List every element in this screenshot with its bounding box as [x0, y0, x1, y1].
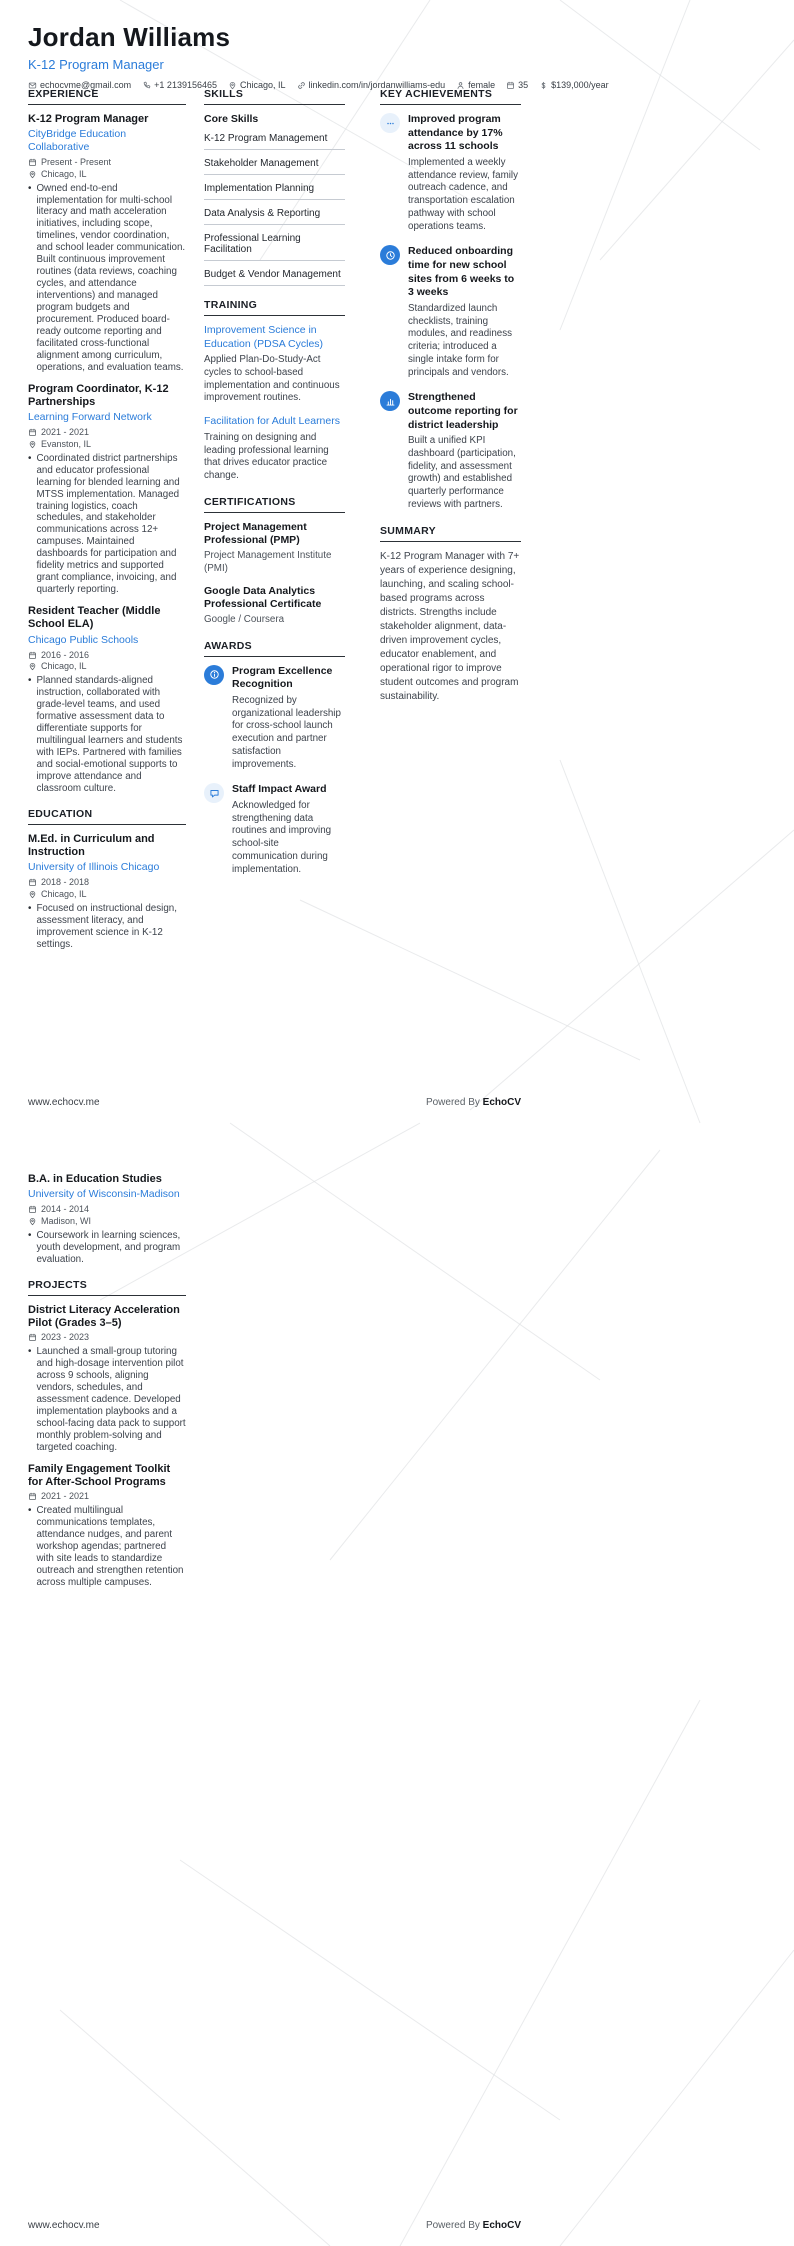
- company-name[interactable]: Chicago Public Schools: [28, 633, 139, 646]
- section-awards: [204, 640, 345, 877]
- section-heading: SKILLS: [204, 88, 345, 105]
- bullet-text: Launched a small-group tutoring and high-dosage intervention pilot across 9 schools, aligning vendors, schedules, and assessment cadence. Developed implementation playbooks and a school-facing data pack to support monthly problem-solving and targeted coaching.: [36, 1346, 186, 1453]
- location-icon: [28, 662, 37, 671]
- award-body: [232, 665, 345, 772]
- section-heading: SUMMARY: [380, 525, 521, 542]
- section-education: [28, 808, 186, 951]
- date-range: [28, 1204, 186, 1215]
- date-range: [28, 427, 186, 438]
- section-experience: [28, 88, 186, 795]
- location-text: Evanston, IL: [41, 439, 92, 449]
- achievement-entry: [380, 245, 521, 379]
- resume-header: [28, 22, 748, 90]
- bullet-item: [28, 1230, 186, 1266]
- date-range: [28, 157, 186, 168]
- training-description: Applied Plan-Do-Study-Act cycles to school-based implementation and continuous improvement routines.: [204, 354, 340, 404]
- section-heading: AWARDS: [204, 640, 345, 657]
- location: [28, 439, 186, 450]
- bullet-text: Created multilingual communications templates, attendance nudges, and parent workshop agendas; partnered with site leads to standardize outreach and strengthen retention across multiple campuses.: [36, 1505, 184, 1588]
- contact-age-text: 35: [518, 80, 529, 90]
- section-key-achievements: [380, 88, 521, 512]
- footer-powered-prefix: Powered By: [425, 1097, 480, 1108]
- page-footer: [28, 1097, 521, 1108]
- award-description: Acknowledged for strengthening data routines and improving school-site communication during implementation.: [232, 799, 332, 875]
- section-heading: EDUCATION: [28, 808, 186, 825]
- date-text: Present - Present: [41, 157, 112, 167]
- degree-title: M.Ed. in Curriculum and Instruction: [28, 832, 155, 859]
- clock-icon: [385, 250, 396, 261]
- section-skills: [204, 88, 345, 286]
- contact-linkedin-text: linkedin.com/in/jordanwilliams-edu: [308, 80, 446, 90]
- footer-site-link[interactable]: www.echocv.me: [28, 1097, 100, 1108]
- section-certifications: [204, 496, 345, 627]
- person-name: Jordan Williams: [28, 22, 231, 52]
- left-column: [28, 88, 186, 964]
- page-footer: [28, 2220, 521, 2231]
- section-heading: EXPERIENCE: [28, 88, 186, 105]
- section-heading: PROJECTS: [28, 1279, 186, 1296]
- achievement-icon-badge: [380, 391, 400, 411]
- footer-powered-prefix: Powered By: [425, 2220, 480, 2231]
- bullet-item: [28, 1505, 186, 1589]
- date-text: 2021 - 2021: [41, 427, 90, 438]
- school-name[interactable]: University of Wisconsin-Madison: [28, 1188, 180, 1201]
- training-entry: [204, 324, 345, 405]
- contact-email-text: echocvme@gmail.com: [40, 80, 132, 90]
- calendar-icon: [28, 878, 37, 887]
- location-icon: [28, 1217, 37, 1226]
- contact-location-text: Chicago, IL: [240, 80, 286, 90]
- location-icon: [28, 170, 37, 179]
- skill-item: Budget & Vendor Management: [204, 269, 345, 286]
- bullet-text: Coursework in learning sciences, youth development, and program evaluation.: [36, 1229, 181, 1265]
- location-icon: [28, 890, 37, 899]
- location: [28, 169, 186, 180]
- person-job-title: K-12 Program Manager: [28, 57, 164, 72]
- location-text: Chicago, IL: [41, 661, 87, 672]
- location-text: Chicago, IL: [41, 889, 87, 900]
- calendar-icon: [28, 158, 37, 167]
- education-entry: [28, 1173, 186, 1266]
- page-2: [0, 1123, 794, 2246]
- achievement-body: [408, 113, 521, 233]
- experience-entry: [28, 113, 186, 374]
- location-icon: [28, 440, 37, 449]
- contact-phone-text: +1 2139156465: [154, 80, 217, 90]
- experience-entry: [28, 383, 186, 596]
- achievement-title: Improved program attendance by 17% across 11 schools: [408, 113, 503, 153]
- contact-gender-text: female: [468, 80, 496, 90]
- training-entry: [204, 415, 345, 483]
- bullet-text: Planned standards-aligned instruction, collaborated with grade-level teams, and used formative assessment data to differentiate supports for multilingual learners and students with IEPs. Partnered with families and social-emotional supports to improve attendance and classroom culture.: [36, 675, 183, 794]
- ellipsis-icon: [385, 118, 396, 129]
- bullet-item: [28, 453, 186, 596]
- award-entry: [204, 783, 345, 876]
- location-text: Chicago, IL: [41, 168, 87, 179]
- dollar-icon: [539, 81, 548, 90]
- info-circle-icon: [209, 669, 220, 680]
- bullet-dot: •: [28, 1346, 32, 1358]
- date-range: [28, 877, 186, 888]
- calendar-icon: [28, 1492, 37, 1501]
- location-text: Madison, WI: [41, 1216, 92, 1226]
- bullet-text: Owned end-to-end implementation for multi-school literacy and math acceleration initiatives, including scope, timelines, vendor coordination, and school leader communication. Built continuous improvement routines (data reviews, coaching cycles, and attendance interventions) and managed program budgets and procurement. Produced board-ready outcome reporting and facilitated cross-functional alignment among curriculum, operations, and evaluation teams.: [36, 182, 186, 373]
- bullet-item: [28, 183, 186, 374]
- education-entry: [28, 833, 186, 951]
- bullet-dot: •: [28, 675, 32, 687]
- date-text: 2021 - 2021: [41, 1491, 90, 1502]
- bullet-text: Focused on instructional design, assessment literacy, and improvement science in K-12 settings.: [36, 902, 177, 950]
- bullet-dot: •: [28, 452, 32, 464]
- certification-entry: [204, 521, 345, 576]
- date-text: 2014 - 2014: [41, 1204, 90, 1215]
- achievement-body: [408, 245, 521, 379]
- skill-item: Professional Learning Facilitation: [204, 233, 345, 261]
- calendar-icon: [28, 428, 37, 437]
- date-text: 2023 - 2023: [41, 1332, 90, 1343]
- footer-brand[interactable]: EchoCV: [482, 1097, 521, 1108]
- contact-salary: [539, 80, 609, 90]
- skill-item: Stakeholder Management: [204, 158, 345, 175]
- section-heading: KEY ACHIEVEMENTS: [380, 88, 521, 105]
- bullet-dot: •: [28, 902, 32, 914]
- degree-title: B.A. in Education Studies: [28, 1173, 162, 1185]
- chat-icon: [209, 788, 220, 799]
- award-title: Staff Impact Award: [232, 783, 327, 796]
- certification-title: Project Management Professional (PMP): [204, 520, 307, 547]
- achievement-title: Reduced onboarding time for new school sites from 6 weeks to 3 weeks: [408, 245, 515, 299]
- achievement-description: Standardized launch checklists, training modules, and readiness criteria; introduced a single intake form for principals and vendors.: [408, 302, 513, 378]
- company-name[interactable]: CityBridge Education Collaborative: [28, 128, 127, 154]
- date-range: [28, 1332, 186, 1343]
- company-name[interactable]: Learning Forward Network: [28, 411, 152, 424]
- training-title[interactable]: Facilitation for Adult Learners: [204, 415, 340, 428]
- calendar-icon: [28, 1333, 37, 1342]
- calendar-icon: [28, 1205, 37, 1214]
- skill-item: K-12 Program Management: [204, 133, 345, 150]
- footer-powered: [426, 1097, 521, 1108]
- award-icon-badge: [204, 783, 224, 803]
- certification-issuer: Project Management Institute (PMI): [204, 550, 332, 574]
- date-text: 2016 - 2016: [41, 649, 90, 660]
- experience-entry: [28, 605, 186, 795]
- school-name[interactable]: University of Illinois Chicago: [28, 861, 160, 874]
- footer-site-link[interactable]: www.echocv.me: [28, 2220, 100, 2231]
- date-range: [28, 650, 186, 661]
- right-column: [380, 88, 521, 717]
- summary-text: K-12 Program Manager with 7+ years of experience designing, launching, and scaling school-based programs across districts. Strengths include stakeholder alignment, data-driven improvement cycles, educator enablement, and operational rigor to improve student outcomes and program sustainability.: [380, 550, 520, 702]
- location: [28, 661, 186, 672]
- bullet-item: [28, 903, 186, 951]
- section-heading: TRAINING: [204, 299, 345, 316]
- skill-group-label: Core Skills: [204, 113, 259, 125]
- date-text: 2018 - 2018: [41, 877, 90, 888]
- contact-salary-text: $139,000/year: [551, 80, 609, 90]
- project-entry: [28, 1463, 186, 1589]
- skill-item: Data Analysis & Reporting: [204, 208, 345, 225]
- bullet-item: [28, 675, 186, 794]
- achievement-description: Built a unified KPI dashboard (participation, fidelity, and assessment growth) and established quarterly performance reviews with partners.: [408, 435, 516, 510]
- achievement-icon-badge: [380, 113, 400, 133]
- achievement-body: [408, 391, 521, 511]
- footer-powered: [426, 2220, 521, 2231]
- date-range: [28, 1491, 186, 1502]
- award-title: Program Excellence Recognition: [232, 664, 333, 691]
- award-icon-badge: [204, 665, 224, 685]
- achievement-entry: [380, 113, 521, 233]
- bullet-dot: •: [28, 1229, 32, 1241]
- bullet-dot: •: [28, 182, 32, 194]
- chart-icon: [385, 396, 396, 407]
- bullet-text: Coordinated district partnerships and educator professional learning for blended learning and MTSS implementation. Managed training logistics, coach schedules, and stakeholder communications across 12+ campuses. Maintained dashboards for participation and fidelity metrics and supported grant compliance, invoicing, and quarterly reporting.: [36, 452, 180, 596]
- location: [28, 1216, 186, 1227]
- project-entry: [28, 1304, 186, 1454]
- bullet-item: [28, 1346, 186, 1453]
- achievement-entry: [380, 391, 521, 511]
- section-training: [204, 299, 345, 483]
- award-entry: [204, 665, 345, 772]
- section-education-continued: [28, 1173, 186, 1266]
- award-description: Recognized by organizational leadership for cross-school launch execution and partner satisfaction improvements.: [232, 694, 341, 770]
- award-body: [232, 783, 345, 876]
- left-column: [28, 1173, 186, 1602]
- calendar-icon: [28, 651, 37, 660]
- location: [28, 889, 186, 900]
- job-title: Program Coordinator, K-12 Partnerships: [28, 382, 169, 408]
- achievement-description: Implemented a weekly attendance review, family outreach cadence, and transportation escalation pathway with school operations teams.: [408, 156, 518, 232]
- training-title[interactable]: Improvement Science in Education (PDSA Cycles): [204, 324, 324, 350]
- certification-title: Google Data Analytics Professional Certificate: [204, 584, 322, 611]
- section-summary: [380, 525, 521, 704]
- achievement-title: Strengthened outcome reporting for district leadership: [408, 391, 518, 431]
- achievement-icon-badge: [380, 245, 400, 265]
- project-title: District Literacy Acceleration Pilot (Grades 3–5): [28, 1303, 180, 1330]
- middle-column: [204, 88, 345, 889]
- bullet-dot: •: [28, 1505, 32, 1517]
- section-heading: CERTIFICATIONS: [204, 496, 345, 513]
- job-title: K-12 Program Manager: [28, 113, 149, 125]
- skill-item: Implementation Planning: [204, 183, 345, 200]
- section-projects: [28, 1279, 186, 1589]
- project-title: Family Engagement Toolkit for After-School Programs: [28, 1462, 171, 1489]
- certification-issuer: Google / Coursera: [204, 613, 285, 625]
- certification-entry: [204, 585, 345, 627]
- training-description: Training on designing and leading professional learning that drives educator practice change.: [204, 431, 329, 482]
- footer-brand[interactable]: EchoCV: [482, 2220, 521, 2231]
- job-title: Resident Teacher (Middle School ELA): [28, 605, 161, 631]
